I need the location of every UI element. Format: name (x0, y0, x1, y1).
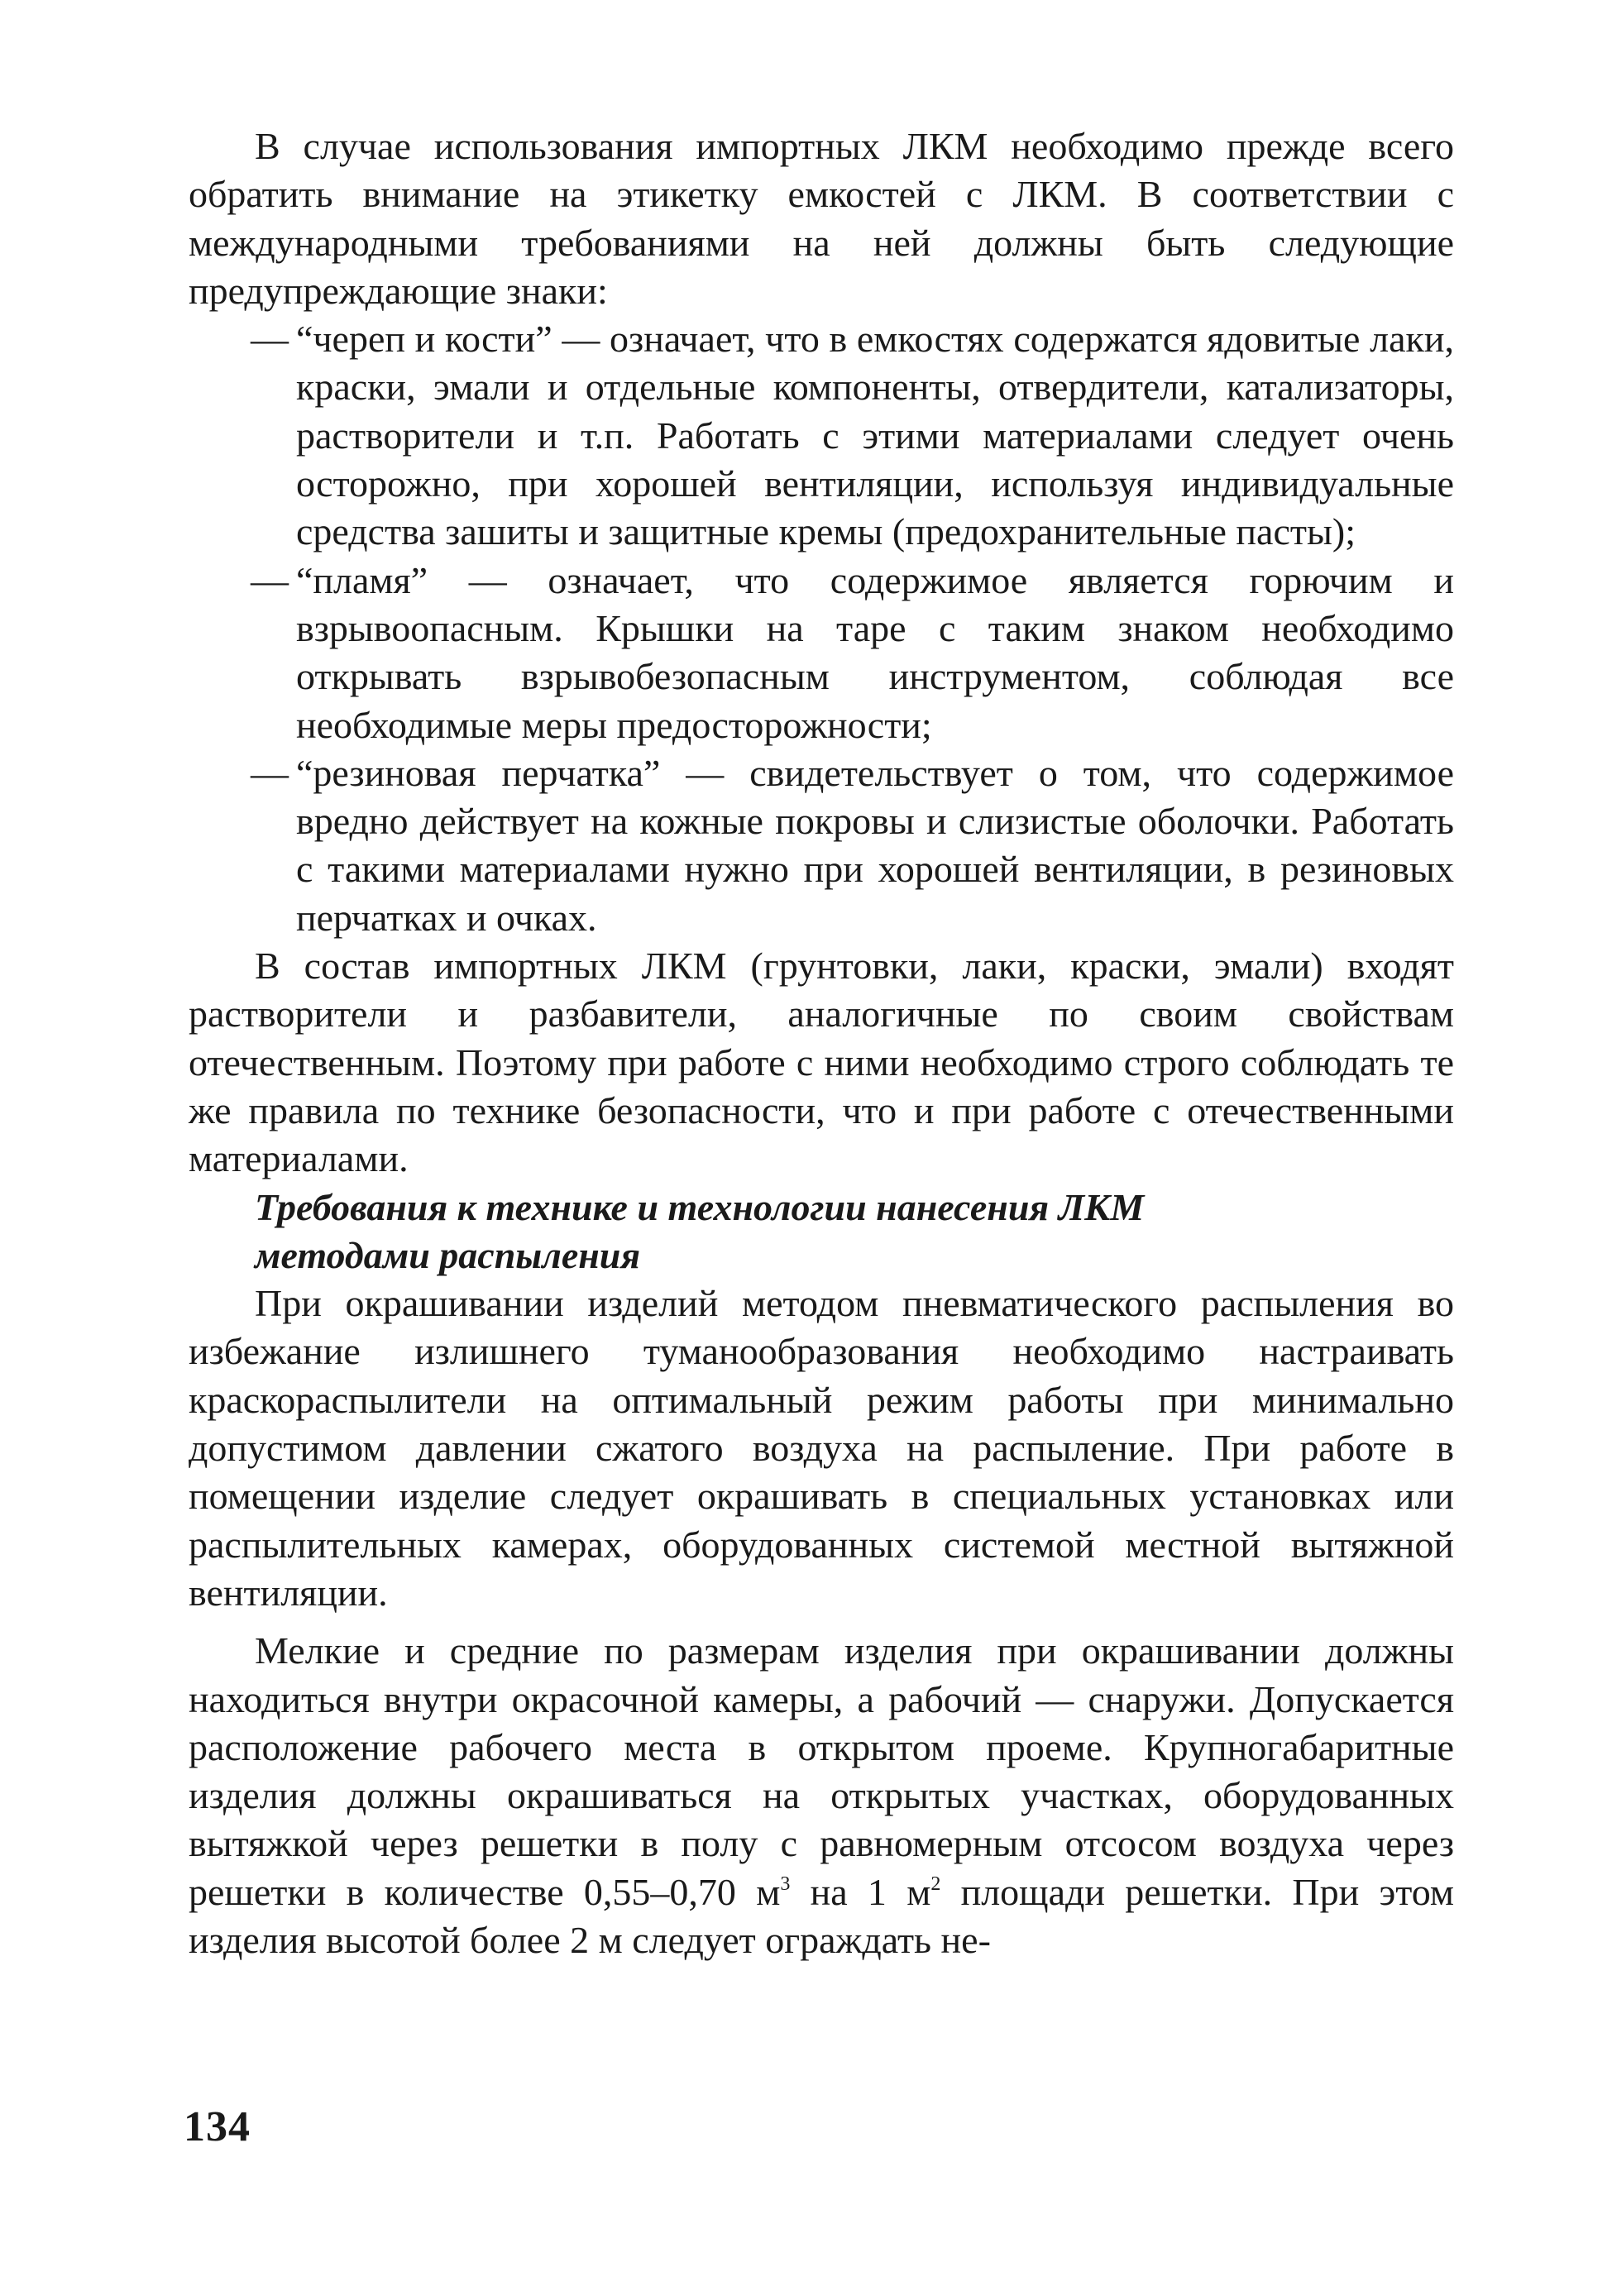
list-item-text: “резиновая перчатка” — свидетельствует о том, что содержимое вредно действует на кожные покровы и слизистые оболочки. Работать с такими материалами нужно при хорошей вентиляции, в резиновых перчатках и очках. (296, 751, 1454, 939)
body-text (189, 122, 1454, 1964)
warning-signs-list (189, 315, 1454, 942)
paragraph-solvents: В состав импортных ЛКМ (грунтовки, лаки, краски, эмали) входят растворители и разбавители, аналогичные по своим свойствам отечественным. Поэтому при работе с ними необходимо строго соблюдать те же правила по технике безопасности, что и при работе с отечественными материалами. (189, 945, 1454, 1180)
list-dash: — (251, 751, 289, 794)
section-heading (189, 1184, 1454, 1280)
list-item-skull-sign (189, 315, 1454, 556)
page-number: 134 (184, 2103, 251, 2150)
paragraph-pneumatic-spraying: При окрашивании изделий методом пневматического распыления во избежание излишнего туманообразования необходимо настраивать краскораспылители на оптимальный режим работы при минимально допустимом давлении сжатого воздуха на распыление. При работе в помещении изделие следует окрашивать в специальных установках или распылительных камерах, оборудованных системой местной вытяжной вентиляции. (189, 1282, 1454, 1614)
superscript: 2 (930, 1873, 941, 1895)
section-heading-line1: Требования к технике и технологии нанесения ЛКМ (255, 1185, 1145, 1228)
list-dash: — (251, 318, 289, 361)
superscript: 3 (780, 1873, 791, 1895)
section-heading-line2: методами распыления (255, 1233, 641, 1276)
paragraph-text: площади решетки. При этом изделия высотой более 2 м следует ограждать не- (189, 1870, 1454, 1961)
paragraph-spray-booth (189, 1627, 1454, 1964)
list-item-glove-sign (189, 749, 1454, 942)
paragraph-gap (189, 1617, 1454, 1627)
list-dash: — (251, 558, 289, 601)
list-item-flame-sign (189, 557, 1454, 749)
list-item-text: “череп и кости” — означает, что в емкостях содержатся ядовитые лаки, краски, эмали и отдельные компоненты, отвердители, катализаторы, растворители и т.п. Работать с этими материалами следует очень осторожно, при хорошей вентиляции, используя индивидуальные средства зашиты и защитные кремы (предохранительные пасты); (296, 318, 1454, 553)
list-item-text: “пламя” — означает, что содержимое является горючим и взрывоопасным. Крышки на таре с таким знаком необходимо открывать взрывобезопасным инструментом, соблюдая все необходимые меры предосторожности; (296, 558, 1454, 746)
paragraph-text: на 1 м (790, 1870, 931, 1913)
paragraph-imported-paints-labels: В случае использования импортных ЛКМ необходимо прежде всего обратить внимание на этикетку емкостей с ЛКМ. В соответствии с международными требованиями на ней должны быть следующие предупреждающие знаки: (189, 125, 1454, 312)
paragraph-text: Мелкие и средние по размерам изделия при окрашивании должны находиться внутри окрасочной камеры, а рабочий — снаружи. Допускается расположение рабочего места в открытом проеме. Крупногабаритные изделия должны окрашиваться на открытых участках, оборудованных вытяжкой через решетки в полу с равномерным отсосом воздуха через решетки в количестве 0,55–0,70 м (189, 1629, 1454, 1913)
